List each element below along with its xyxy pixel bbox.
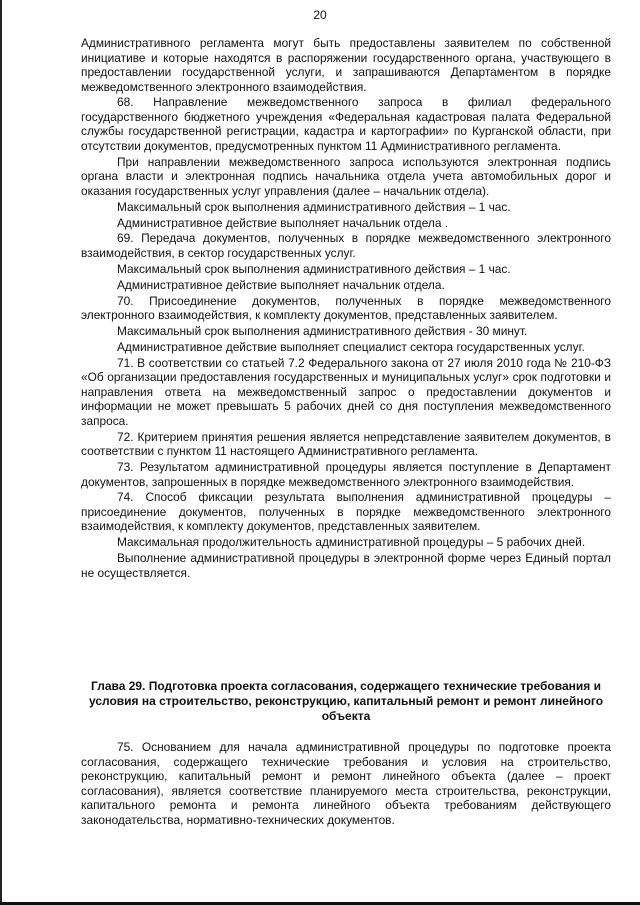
- page-number: 20: [313, 8, 327, 22]
- paragraph: Максимальная продолжительность административной процедуры – 5 рабочих дней.: [117, 535, 586, 550]
- paragraph: Административное действие выполняет начальник отдела.: [117, 277, 445, 292]
- paragraph: Выполнение административной процедуры в электронной форме через Единый портал не осуществляется.: [81, 551, 611, 580]
- paragraph: Административного регламента могут быть предоставлены заявителем по собственной инициативе и которые находятся в распоряжении государственного органа, участвующего в предоставлении государственной услуги, и запрашиваются Департаментом в порядке межведомственного электронного взаимодействия.: [81, 36, 611, 94]
- body-text: [81, 36, 611, 582]
- paragraph: При направлении межведомственного запроса используются электронная подпись органа власти и электронная подпись начальника отдела учета автомобильных дорог и оказания государственных услуг управления (далее – начальник отдела).: [81, 154, 611, 198]
- paragraph: Максимальный срок выполнения административного действия – 1 час.: [117, 261, 511, 276]
- paragraph: Максимальный срок выполнения административного действия - 30 минут.: [117, 324, 528, 339]
- paragraph: Административное действие выполняет специалист сектора государственных услуг.: [117, 339, 585, 354]
- paragraph: 70. Присоединение документов, полученных в порядке межведомственного электронного взаимодействия, к комплекту документов, представленных заявителем.: [81, 293, 611, 323]
- paragraph: Максимальный срок выполнения административного действия – 1 час.: [117, 199, 511, 214]
- paragraph: 74. Способ фиксации результата выполнения административной процедуры – присоединение документов, полученных в порядке межведомственного электронного взаимодействия, к комплекту документов, представленных заявителем.: [81, 490, 611, 534]
- paragraph: 73. Результатом административной процедуры является поступление в Департамент документов, запрошенных в порядке межведомственного электронного взаимодействия.: [81, 460, 611, 489]
- paragraph: 69. Передача документов, полученных в порядке межведомственного электронного взаимодействия, в сектор государственных услуг.: [81, 231, 611, 260]
- scan-edge-left: [0, 0, 2, 905]
- chapter-body-text: [81, 740, 611, 827]
- paragraph: 68. Направление межведомственного запроса в филиал федерального государственного бюджетного учреждения «Федеральная кадастровая палата Федеральной службы государственной регистрации, кадастра и картографии» по Курганской области, при отсутствии документов, предусмотренных пунктом 11 Административного регламента.: [81, 95, 611, 153]
- paragraph: 71. В соответствии со статьей 7.2 Федерального закона от 27 июля 2010 года № 210-ФЗ «Об организации предоставления государственных и муниципальных услуг» срок подготовки и направления ответа на межведомственный запрос о предоставлении документов и информации не может превышать 5 рабочих дней со дня поступления межведомственного запроса.: [81, 355, 611, 428]
- paragraph: Административное действие выполняет начальник отдела .: [117, 215, 449, 230]
- paragraph: 72. Критерием принятия решения является непредставление заявителем документов, в соответствии с пунктом 11 настоящего Административного регламента.: [81, 429, 611, 459]
- paragraph: 75. Основанием для начала административной процедуры по подготовке проекта согласования, содержащего технические требования и условия на строительство, реконструкцию, капитальный ремонт и ремонт линейного объекта (далее – проект согласования), является соответствие планируемого места строительства, реконструкции, капитального ремонта и ремонта линейного объекта требованиям действующего законодательства, нормативно-технических документов.: [81, 740, 611, 827]
- chapter-title: Глава 29. Подготовка проекта согласования, содержащего технические требования и условия на строительство, реконструкцию, капитальный ремонт и ремонт линейного объекта: [88, 679, 604, 723]
